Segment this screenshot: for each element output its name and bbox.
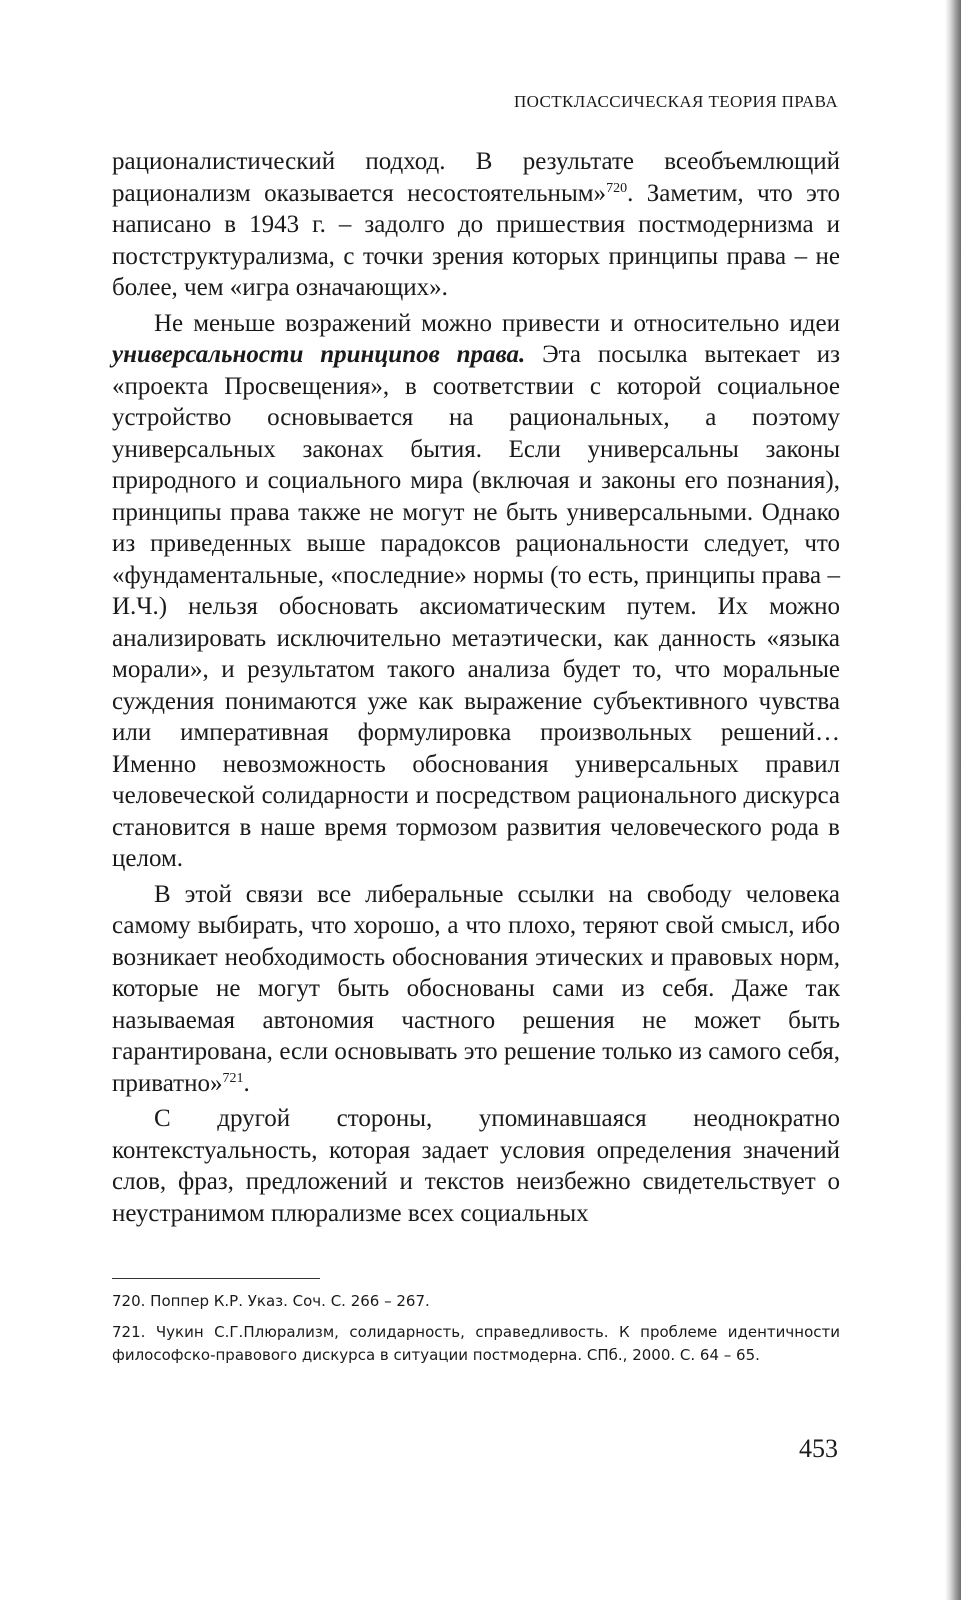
paragraph-3-text-b: . xyxy=(243,1069,250,1097)
footnote-721: 721. Чукин С.Г.Плюрализм, солидарность, справедливость. К проблеме идентичности философско-правового дискурса в ситуации постмодерна. СПб., 2000. С. 64 – 65. xyxy=(112,1323,840,1364)
emphasis-phrase: универсальности принципов права. xyxy=(112,341,526,368)
paragraph-1-text-a: рационалистический подход. В результате всеобъемлющий рационализм оказывается несостоятельным» xyxy=(112,148,840,207)
footnotes xyxy=(112,1290,840,1375)
paragraph-1 xyxy=(112,146,840,304)
paragraph-3-text-a: В этой связи все либеральные ссылки на свободу человека самому выбирать, что хорошо, а что плохо, теряют свой смысл, ибо возникает необходимость обоснования этических и правовых норм, которые не могут быть обоснованы сами из себя. Даже так называемая автономия частного решения не может быть гарантирована, если основывать это решение только из самого себя, приватно» xyxy=(112,880,840,1097)
running-head: ПОСТКЛАССИЧЕСКАЯ ТЕОРИЯ ПРАВА xyxy=(513,92,838,111)
paragraph-4 xyxy=(112,1103,840,1229)
page-number: 453 xyxy=(799,1434,838,1463)
paragraph-2-text-a: Не меньше возражений можно привести и относительно идеи xyxy=(154,309,840,337)
body-text xyxy=(112,146,840,1233)
paragraph-1-text-b: . Заметим, что это написано в 1943 г. – задолго до пришествия постмодернизма и постструктурализма, с точки зрения которых принципы права – не более, чем «игра означающих». xyxy=(112,179,841,301)
paragraph-2 xyxy=(112,308,840,875)
page-edge-shadow xyxy=(945,0,961,1600)
paragraph-3 xyxy=(112,879,840,1100)
footnote-ref-720: 720 xyxy=(606,180,628,196)
footnote-separator xyxy=(112,1278,320,1279)
footnote-ref-721: 721 xyxy=(222,1070,244,1086)
footnote-720: 720. Поппер К.Р. Указ. Соч. С. 266 – 267. xyxy=(112,1292,430,1310)
paragraph-4-text-a: С другой стороны, упоминавшаяся неоднократно контекстуальность, которая задает условия определения значений слов, фраз, предложений и текстов неизбежно свидетельствует о неустранимом плюрализме всех социальных xyxy=(112,1105,840,1227)
paragraph-2-text-b: Эта посылка вытекает из «проекта Просвещения», в соответствии с которой социальное устройство основывается на рациональных, а поэтому универсальных законах бытия. Если универсальны законы природного и социального мира (включая и законы его познания), принципы права также не могут не быть универсальными. Однако из приведенных выше парадоксов рациональности следует, что «фундаментальные, «последние» нормы (то есть, принципы права – И.Ч.) нельзя обосновать аксиоматическим путем. Их можно анализировать исключительно метаэтически, как данность «языка морали», и результатом такого анализа будет то, что моральные суждения понимаются уже как выражение субъективного чувства или императивная формулировка произвольных решений… Именно невозможность обоснования универсальных правил человеческой солидарности и посредством рационального дискурса становится в наше время тормозом развития человеческого рода в целом. xyxy=(112,341,841,872)
